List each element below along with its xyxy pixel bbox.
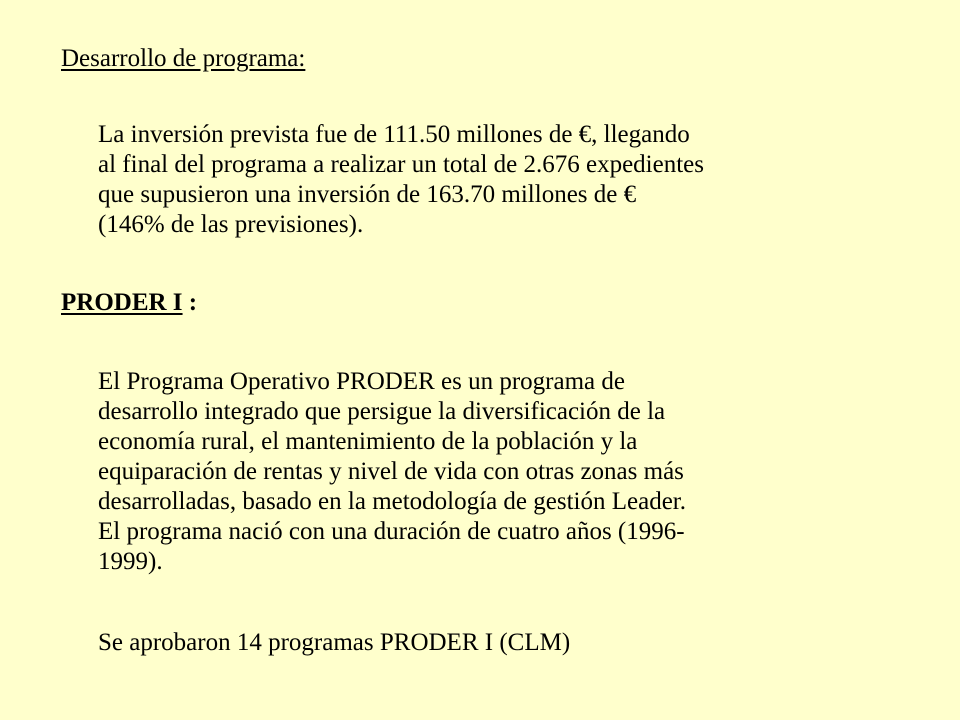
paragraph-programas-aprobados <box>98 628 868 658</box>
paragraph-line: al final del programa a realizar un total de 2.676 expedientes <box>98 151 704 178</box>
paragraph-line: Se aprobaron 14 programas PRODER I (CLM) <box>98 629 571 656</box>
paragraph-line: La inversión prevista fue de 111.50 millones de €, llegando <box>98 121 690 148</box>
paragraph-inversion <box>98 120 868 240</box>
paragraph-line: El programa nació con una duración de cuatro años (1996- <box>98 518 685 545</box>
paragraph-line: desarrollo integrado que persigue la diversificación de la <box>98 398 666 425</box>
paragraph-line: equiparación de rentas y nivel de vida con otras zonas más <box>98 458 684 485</box>
paragraph-line: El Programa Operativo PRODER es un programa de <box>98 368 625 395</box>
paragraph-line: 1999). <box>98 548 163 575</box>
paragraph-line: desarrolladas, basado en la metodología de gestión Leader. <box>98 488 686 515</box>
paragraph-line: economía rural, el mantenimiento de la población y la <box>98 428 638 455</box>
heading-proder <box>61 288 197 318</box>
heading-proder-suffix: : <box>182 289 198 316</box>
paragraph-line: que supusieron una inversión de 163.70 millones de € <box>98 181 637 208</box>
paragraph-line: (146% de las previsiones). <box>98 211 364 238</box>
heading-desarrollo-text: Desarrollo de programa: <box>61 45 306 72</box>
paragraph-proder-description <box>98 367 868 577</box>
heading-desarrollo <box>61 44 305 74</box>
heading-proder-text: PRODER I <box>61 289 183 316</box>
